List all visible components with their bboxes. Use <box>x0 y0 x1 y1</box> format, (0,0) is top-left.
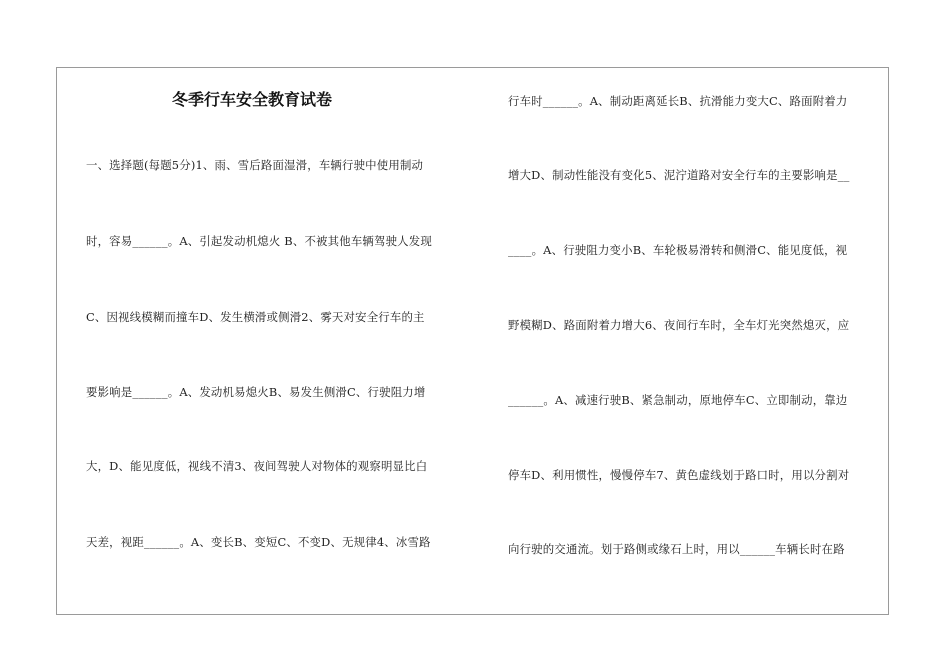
left-text-line: C、因视线模糊而撞车D、发生横滑或侧滑2、雾天对安全行车的主 <box>86 310 425 324</box>
left-text-line: 要影响是______。A、发动机易熄火B、易发生侧滑C、行驶阻力增 <box>86 385 426 399</box>
right-text-line: 向行驶的交通流。划于路侧或缘石上时，用以______车辆长时在路 <box>508 542 845 556</box>
right-text-line: 行车时______。A、制动距离延长B、抗滑能力变大C、路面附着力 <box>508 94 848 108</box>
right-text-line: 停车D、利用惯性，慢慢停车7、黄色虚线划于路口时，用以分割对 <box>508 468 850 482</box>
left-text-line: 一、选择题(每题5分)1、雨、雪后路面湿滑，车辆行驶中使用制动 <box>86 158 424 172</box>
left-text-line: 大，D、能见度低，视线不清3、夜间驾驶人对物体的观察明显比白 <box>86 459 428 473</box>
right-text-line: ____。A、行驶阻力变小B、车轮极易滑转和侧滑C、能见度低，视 <box>508 243 848 257</box>
right-text-line: ______。A、减速行驶B、紧急制动，原地停车C、立即制动，靠边 <box>508 393 848 407</box>
left-text-line: 时，容易______。A、引起发动机熄火 B、不被其他车辆驾驶人发现 <box>86 234 432 248</box>
right-text-line: 增大D、制动性能没有变化5、泥泞道路对安全行车的主要影响是__ <box>508 168 850 182</box>
page-border <box>56 67 889 615</box>
left-text-line: 天差，视距______。A、变长B、变短C、不变D、无规律4、冰雪路 <box>86 535 431 549</box>
right-text-line: 野模糊D、路面附着力增大6、夜间行车时，全车灯光突然熄灭，应 <box>508 318 850 332</box>
document-title: 冬季行车安全教育试卷 <box>172 90 333 109</box>
